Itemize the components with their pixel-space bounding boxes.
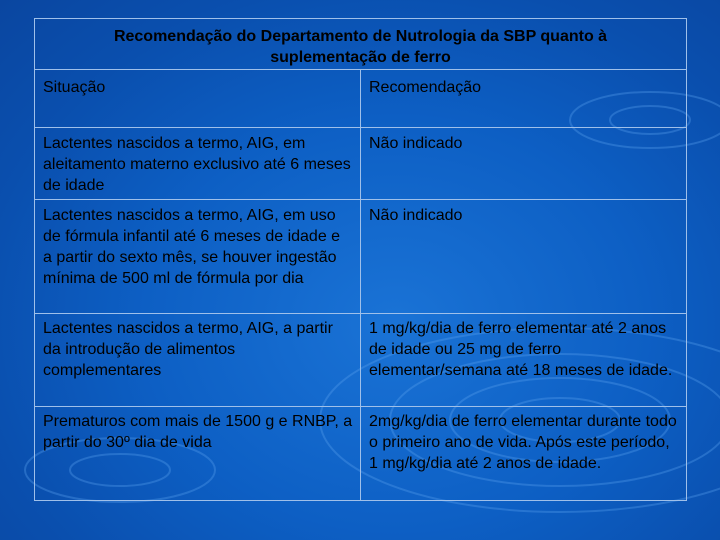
cell-situacao: Lactentes nascidos a termo, AIG, em aleitamento materno exclusivo até 6 meses de idade (35, 128, 361, 200)
cell-situacao: Prematuros com mais de 1500 g e RNBP, a partir do 30º dia de vida (35, 407, 361, 501)
table-header-row (35, 70, 687, 128)
table-title: Recomendação do Departamento de Nutrologia da SBP quanto à suplementação de ferro (35, 19, 687, 70)
cell-situacao: Lactentes nascidos a termo, AIG, em uso de fórmula infantil até 6 meses de idade e a partir do sexto mês, se houver ingestão mínima de 500 ml de fórmula por dia (35, 200, 361, 314)
column-header-situacao: Situação (35, 70, 361, 128)
cell-recomendacao: 1 mg/kg/dia de ferro elementar até 2 anos de idade ou 25 mg de ferro elementar/semana até 18 meses de idade. (361, 314, 687, 407)
iron-supplementation-table (34, 18, 687, 501)
table-row (35, 407, 687, 501)
column-header-recomendacao: Recomendação (361, 70, 687, 128)
table-row (35, 314, 687, 407)
table-row (35, 200, 687, 314)
cell-recomendacao: Não indicado (361, 128, 687, 200)
table-row (35, 128, 687, 200)
cell-recomendacao: 2mg/kg/dia de ferro elementar durante todo o primeiro ano de vida. Após este período, 1 mg/kg/dia até 2 anos de idade. (361, 407, 687, 501)
cell-recomendacao: Não indicado (361, 200, 687, 314)
cell-situacao: Lactentes nascidos a termo, AIG, a partir da introdução de alimentos complementares (35, 314, 361, 407)
